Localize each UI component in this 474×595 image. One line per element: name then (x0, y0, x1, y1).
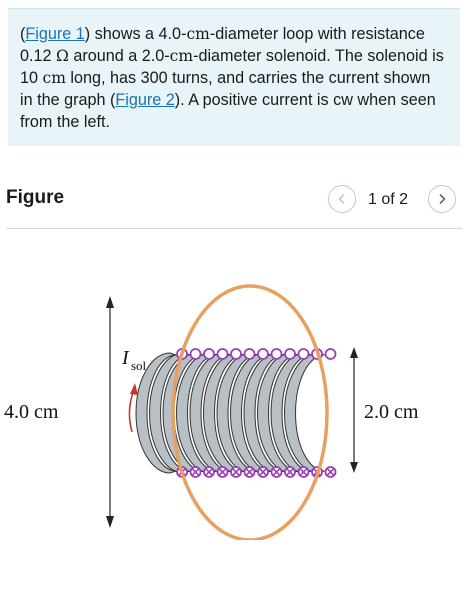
figure-counter: 1 of 2 (368, 191, 409, 208)
problem-text-4: -diameter solenoid. The solenoid is 10 (20, 47, 444, 87)
chevron-right-icon (436, 193, 448, 205)
problem-text-6: ). A positive current is cw when seen from the left. (20, 91, 436, 131)
wire-cross-in (191, 467, 201, 477)
figure-divider (6, 228, 462, 229)
wire-cross-in (299, 467, 309, 477)
figure-header (0, 180, 474, 228)
wire-dot-out (285, 349, 295, 359)
wire-cross-in (272, 467, 282, 477)
wire-dot-out (272, 349, 282, 359)
wire-dot-out (191, 349, 201, 359)
omega-symbol: Ω (56, 47, 69, 65)
solenoid-diameter-dimension (350, 347, 358, 473)
wire-cross-in (245, 467, 255, 477)
wire-cross-in (204, 467, 214, 477)
wire-dot-out (326, 349, 336, 359)
wire-dot-out (204, 349, 214, 359)
solenoid-coil (136, 353, 325, 473)
wire-dot-out (258, 349, 268, 359)
wire-cross-in (285, 467, 295, 477)
wire-dot-out (245, 349, 255, 359)
current-arrowhead (130, 383, 138, 395)
current-symbol: I (122, 347, 129, 369)
next-figure-button[interactable] (428, 185, 456, 213)
chevron-left-icon (336, 193, 348, 205)
previous-figure-button[interactable] (328, 185, 356, 213)
loop-diameter-label: 4.0 cm (4, 401, 59, 423)
problem-text-2: -diameter loop with resistance 0.12 (20, 25, 425, 65)
unit-cm-3: cm (42, 69, 66, 87)
wire-cross-in (231, 467, 241, 477)
problem-text-5: long, has 300 turns, and carries the current shown in the graph ( (20, 69, 431, 109)
problem-statement: (Figure 1) shows a 4.0-cm-diameter loop with resistance 0.12 Ω around a 2.0-cm-diameter solenoid. The solenoid is 10 cm long, has 300 turns, and carries the current shown in the graph (Figure 2). A positive current is cw when seen from the left. (8, 8, 460, 146)
problem-text-3: around a 2.0- (68, 47, 170, 65)
figure-title: Figure (6, 187, 65, 208)
wire-cross-in (326, 467, 336, 477)
wire-dot-out (299, 349, 309, 359)
solenoid-diameter-label: 2.0 cm (364, 401, 419, 423)
current-subscript: sol (131, 358, 147, 373)
wire-cross-in (218, 467, 228, 477)
figure-1-link[interactable]: Figure 1 (25, 25, 85, 43)
figure-2-link[interactable]: Figure 2 (115, 91, 175, 109)
loop-solenoid-diagram (0, 240, 474, 540)
wire-dot-out (231, 349, 241, 359)
problem-text-1: ) shows a 4.0- (84, 25, 187, 43)
wire-cross-in (258, 467, 268, 477)
loop-diameter-dimension (106, 296, 114, 528)
wire-dot-out (218, 349, 228, 359)
unit-cm-1: cm (186, 25, 210, 43)
unit-cm-2: cm (169, 47, 194, 65)
current-direction-arrow (129, 390, 134, 432)
